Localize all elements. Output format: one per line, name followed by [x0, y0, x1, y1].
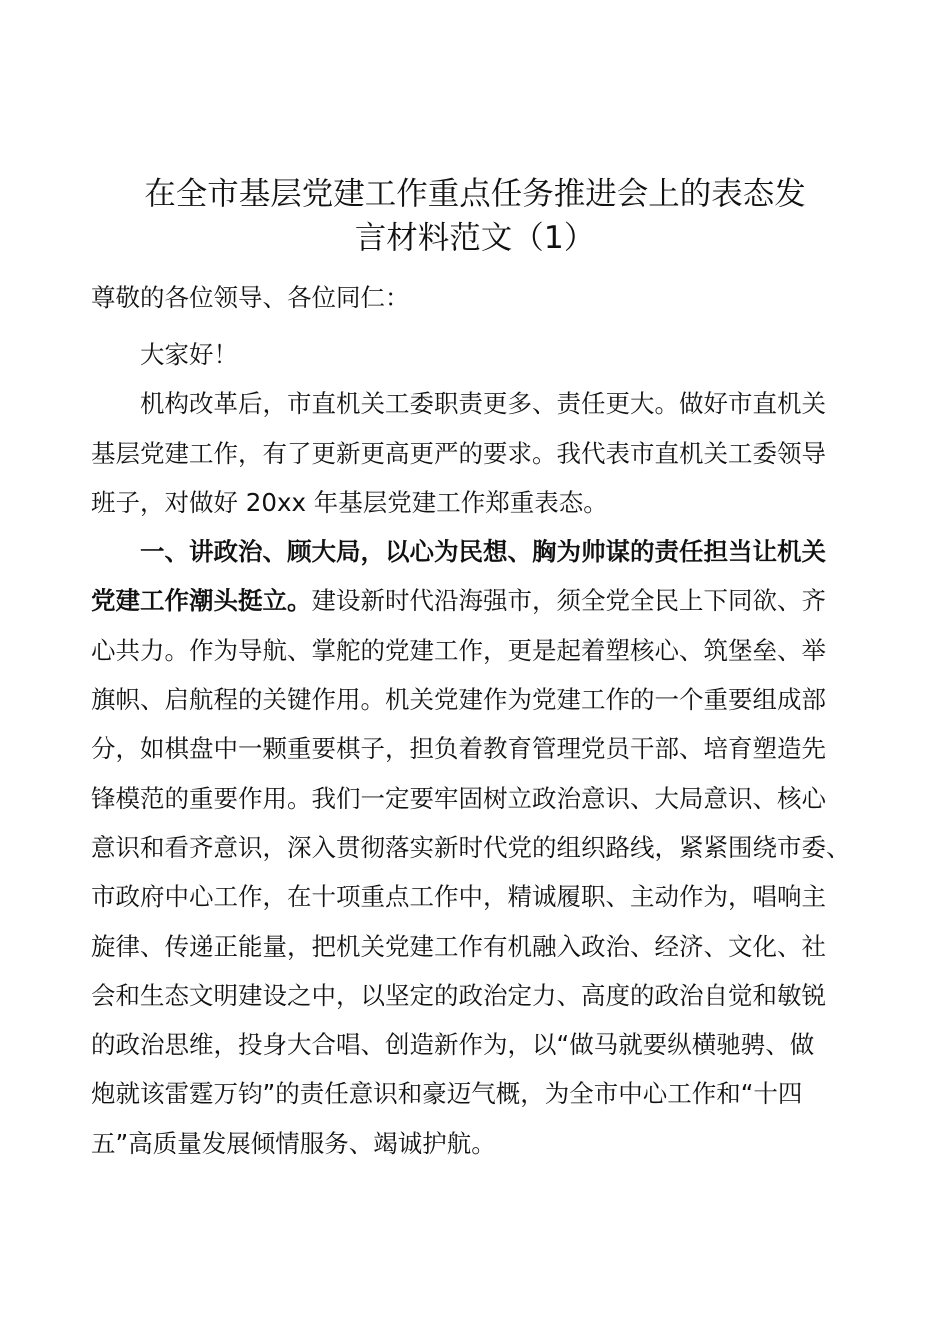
- title-line-2: 言材料范文（1）: [354, 220, 596, 256]
- paragraph-2-line-3: 心共力。作为导航、掌舵的党建工作，更是起着塑核心、筑堡垒、举: [91, 635, 826, 665]
- paragraph-2-line-2: [91, 576, 881, 625]
- paragraph-2-line-8: 市政府中心工作，在十项重点工作中，精诚履职、主动作为，唱响主: [91, 882, 826, 912]
- paragraph-2-line-4: 旗帜、启航程的关键作用。机关党建作为党建工作的一个重要组成部: [91, 685, 826, 715]
- title-line-1: 在全市基层党建工作重点任务推进会上的表态发: [144, 176, 806, 212]
- paragraph-2-line-5: 分，如棋盘中一颗重要棋子，担负着教育管理党员干部、培育塑造先: [91, 734, 826, 764]
- paragraph-2-line-9: 旋律、传递正能量，把机关党建工作有机融入政治、经济、文化、社: [91, 931, 826, 961]
- document-title: [60, 172, 890, 260]
- paragraph-2-line-13: 五”高质量发展倾情服务、竭诚护航。: [91, 1128, 496, 1158]
- opening-line: 大家好！: [140, 340, 238, 369]
- paragraph-1-line-1: 机构改革后，市直机关工委职责更多、责任更大。做好市直机关: [140, 389, 826, 419]
- section-heading-line-2: 党建工作潮头挺立。: [91, 586, 312, 616]
- document-body: [91, 330, 881, 1168]
- paragraph-2-line-2-text: 建设新时代沿海强市，须全党全民上下同欲、齐: [311, 586, 826, 616]
- paragraph-1-line-3: 班子，对做好 20xx 年基层党建工作郑重表态。: [91, 487, 608, 517]
- paragraph-2-line-11: 的政治思维，投身大合唱、创造新作为，以“做马就要纵横驰骋、做: [91, 1030, 815, 1060]
- paragraph-2-line-6: 锋模范的重要作用。我们一定要牢固树立政治意识、大局意识、核心: [91, 783, 826, 813]
- paragraph-2-line-7: 意识和看齐意识，深入贯彻落实新时代党的组织路线，紧紧围绕市委、: [91, 832, 851, 862]
- salutation: 尊敬的各位领导、各位同仁：: [91, 283, 410, 312]
- paragraph-2-line-10: 会和生态文明建设之中，以坚定的政治定力、高度的政治自觉和敏锐: [91, 980, 826, 1010]
- paragraph-2-line-12: 炮就该雷霆万钧”的责任意识和豪迈气概，为全市中心工作和“十四: [91, 1079, 803, 1109]
- section-heading-line-1: 一、讲政治、顾大局，以心为民想、胸为帅谋的责任担当让机关: [140, 537, 826, 567]
- paragraph-1-line-2: 基层党建工作，有了更新更高更严的要求。我代表市直机关工委领导: [91, 438, 826, 468]
